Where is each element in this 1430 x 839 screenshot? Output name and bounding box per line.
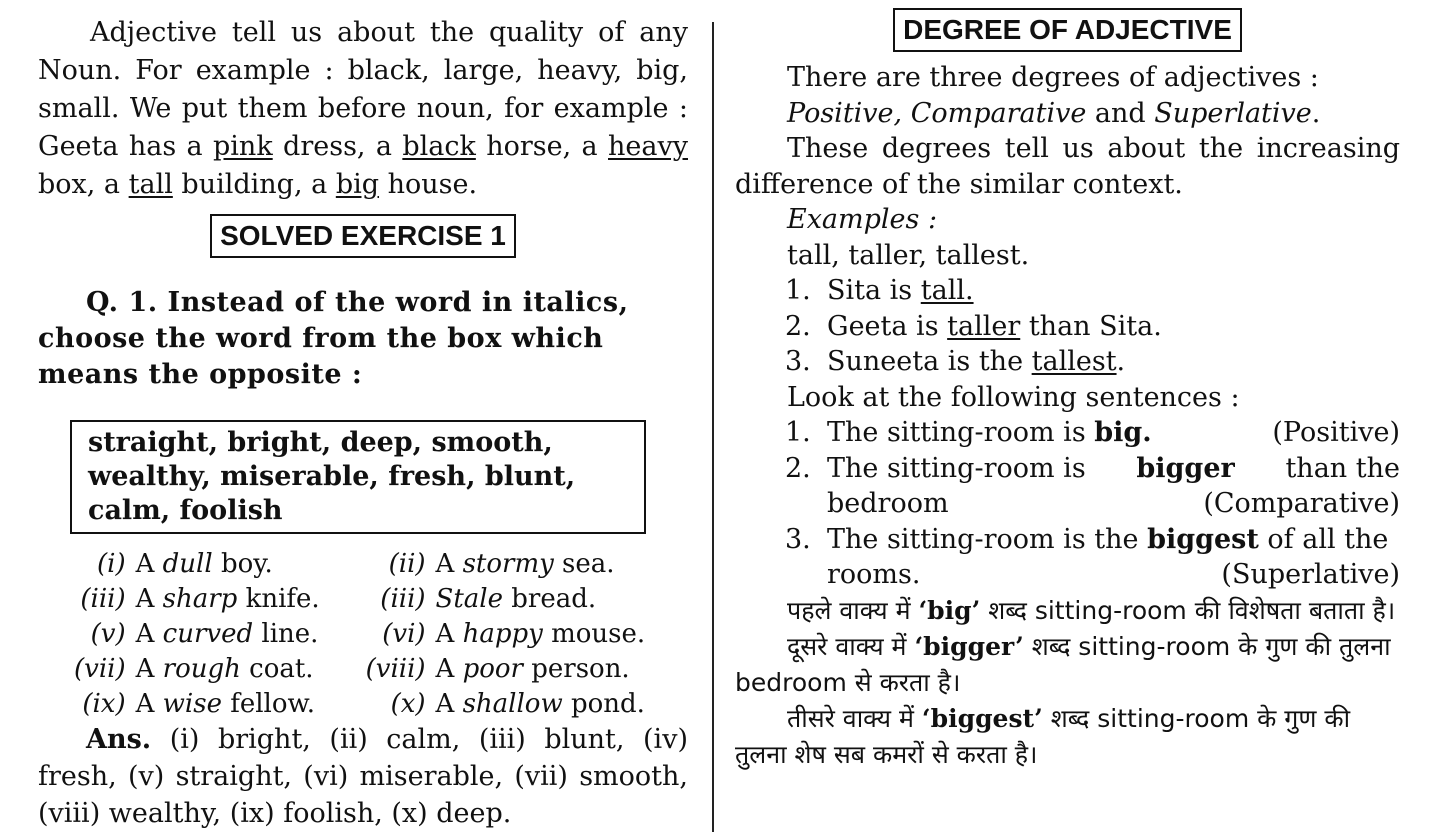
sentence-3-post: of all the xyxy=(1258,523,1389,555)
examples-words: tall, taller, tallest. xyxy=(787,239,1030,271)
sentence-1 xyxy=(735,415,1400,451)
example-post: than Sita. xyxy=(1020,310,1162,342)
example-item xyxy=(735,344,1400,380)
examples-label-text: Examples : xyxy=(787,204,938,235)
column-divider xyxy=(712,22,714,832)
exercise-row xyxy=(74,546,666,581)
exercise-phrase xyxy=(136,686,366,721)
exercise-phrase xyxy=(436,581,666,616)
sentence-2-bold: bigger xyxy=(1136,452,1235,484)
intro-text-5: building, a xyxy=(172,169,336,200)
exercise-number: (ix) xyxy=(82,688,126,719)
exercise-phrase xyxy=(136,651,366,686)
sentence-2-line2 xyxy=(827,486,1400,522)
exercise-number: (i) xyxy=(97,548,126,579)
hindi-3-pre: तीसरे वाक्य में xyxy=(787,703,922,733)
exercise-article: A xyxy=(135,618,163,649)
exercise-phrase xyxy=(436,686,666,721)
hindi-2-post: शब्द sitting-room के गुण की तुलना bedroom से करता है। xyxy=(735,631,1391,697)
hindi-note-2 xyxy=(735,629,1400,701)
exercise-rest: bread. xyxy=(503,583,597,614)
sentence-3-line1 xyxy=(827,522,1400,558)
underlined-tall: tall xyxy=(128,169,173,200)
superlative-tag: (Superlative) xyxy=(1221,559,1400,590)
degrees-names xyxy=(735,96,1400,132)
superlative-word: Superlative xyxy=(1154,97,1312,129)
exercise-article: A xyxy=(135,583,163,614)
exercise-row xyxy=(74,686,666,721)
exercise-row xyxy=(74,581,666,616)
example-underlined: tallest xyxy=(1031,346,1117,377)
exercise-phrase xyxy=(436,546,666,581)
intro-text-6: house. xyxy=(379,169,478,200)
hindi-2-pre: दूसरे वाक्य में xyxy=(787,631,915,661)
exercise-rest: boy. xyxy=(212,548,273,579)
example-number: 2. xyxy=(785,310,811,342)
exercise-row xyxy=(74,616,666,651)
exercise-number: (viii) xyxy=(365,653,426,684)
intro-text-4: box, a xyxy=(38,169,129,200)
question-1 xyxy=(38,285,688,393)
sentence-3-bold: biggest xyxy=(1147,523,1259,555)
underlined-heavy: heavy xyxy=(608,131,688,162)
exercise-rest: knife. xyxy=(237,583,320,614)
underlined-big: big xyxy=(335,169,380,200)
example-item xyxy=(735,273,1400,309)
sentence-2-body xyxy=(827,451,1400,522)
sentence-3-rooms: rooms. xyxy=(827,559,921,590)
hindi-1-post: शब्द sitting-room की विशेषता बताता है। xyxy=(980,595,1396,625)
sentence-1-body xyxy=(827,415,1400,451)
exercise-italic-word: wise xyxy=(162,688,222,719)
sentence-2-text: The sitting-room is xyxy=(827,452,1086,484)
hindi-1-pre: पहले वाक्य में xyxy=(787,595,919,625)
exercise-number: (x) xyxy=(390,688,426,719)
sentence-3-num: 3. xyxy=(785,523,811,555)
exercise-table xyxy=(74,546,666,721)
hindi-3-bold: ‘biggest’ xyxy=(921,703,1043,733)
answer-text: (i) bright, (ii) calm, (iii) blunt, (iv) fresh, (v) straight, (vi) miserable, (vii) smooth, (viii) wealthy, (ix) foolish, (x) deep. xyxy=(38,724,688,829)
degree-of-adjective-heading: DEGREE OF ADJECTIVE xyxy=(893,8,1242,52)
sentence-1-text: The sitting-room is xyxy=(827,417,1095,448)
exercise-article: A xyxy=(435,653,463,684)
hindi-3-post: शब्द sitting-room के गुण की तुलना शेष सब कमरों से करता है। xyxy=(735,703,1351,769)
example-number: 1. xyxy=(785,275,811,306)
example-underlined: taller xyxy=(947,310,1021,342)
examples-label xyxy=(735,202,1400,238)
solved-exercise-heading: SOLVED EXERCISE 1 xyxy=(210,214,516,258)
exercise-rest: person. xyxy=(522,653,630,684)
exercise-row xyxy=(74,651,666,686)
hindi-2-bold: ‘bigger’ xyxy=(914,631,1024,661)
exercise-article: A xyxy=(435,618,463,649)
sentence-2-line1 xyxy=(827,451,1400,487)
solved-heading-wrap xyxy=(38,214,688,258)
exercise-italic-word: stormy xyxy=(462,548,554,579)
left-column xyxy=(38,14,688,832)
and-text: and xyxy=(1086,97,1155,129)
exercise-italic-word: sharp xyxy=(162,583,238,614)
exercise-article: A xyxy=(435,688,463,719)
exercise-number: (iii) xyxy=(380,583,426,614)
exercise-italic-word: rough xyxy=(162,653,241,684)
example-item xyxy=(735,309,1400,345)
exercise-number: (vi) xyxy=(382,618,426,649)
right-column xyxy=(735,8,1400,773)
exercise-number: (ii) xyxy=(388,548,426,579)
degree-heading-wrap xyxy=(735,8,1400,52)
look-at-line: Look at the following sentences : xyxy=(787,381,1240,413)
hindi-note-3 xyxy=(735,701,1400,773)
exercise-rest: sea. xyxy=(553,548,615,579)
exercise-article: A xyxy=(135,688,163,719)
exercise-article: A xyxy=(135,548,163,579)
sentence-1-bold: big. xyxy=(1094,417,1152,448)
exercise-italic-word: shallow xyxy=(462,688,563,719)
positive-tag: (Positive) xyxy=(1272,417,1400,448)
sentence-2-bedroom: bedroom xyxy=(827,488,949,519)
exercise-phrase xyxy=(136,546,366,581)
dot: . xyxy=(1311,97,1321,129)
sentence-3-line2 xyxy=(827,557,1400,593)
answer-label: Ans. xyxy=(86,724,152,755)
sentence-3 xyxy=(735,522,1400,593)
exercise-article: A xyxy=(135,653,163,684)
exercise-italic-word: Stale xyxy=(435,583,503,614)
hindi-1-bold: ‘big’ xyxy=(918,595,981,625)
word-box: straight, bright, deep, smooth, wealthy, miserable, fresh, blunt, calm, foolish xyxy=(70,420,646,534)
exercise-phrase xyxy=(436,616,666,651)
degrees-intro: There are three degrees of adjectives : xyxy=(787,62,1319,93)
example-text xyxy=(827,344,1400,380)
intro-text-1: Adjective tell us about the quality of any Noun. For example : black, large, heavy, big, small. We put them before noun, for example : Geeta has a xyxy=(38,17,688,162)
exercise-rest: coat. xyxy=(240,653,314,684)
sentence-2-num: 2. xyxy=(785,452,811,484)
exercise-phrase xyxy=(136,581,366,616)
exercise-italic-word: happy xyxy=(462,618,543,649)
intro-paragraph xyxy=(38,14,688,204)
sentence-3-text: The sitting-room is the xyxy=(827,523,1148,555)
exercise-number: (v) xyxy=(90,618,126,649)
example-text xyxy=(827,309,1400,345)
sentence-2-post: than the xyxy=(1285,452,1400,484)
exercise-phrase xyxy=(436,651,666,686)
exercise-italic-word: curved xyxy=(162,618,254,649)
comparative-tag: (Comparative) xyxy=(1203,488,1400,519)
exercise-number: (iii) xyxy=(80,583,126,614)
hindi-note-1 xyxy=(735,593,1400,629)
exercise-rest: fellow. xyxy=(221,688,315,719)
exercise-phrase xyxy=(136,616,366,651)
exercise-number: (vii) xyxy=(74,653,126,684)
sentence-1-num: 1. xyxy=(785,417,811,448)
example-text xyxy=(827,273,1400,309)
examples-list xyxy=(735,273,1400,380)
positive-comparative: Positive, Comparative xyxy=(787,97,1087,129)
answer-paragraph xyxy=(38,721,688,832)
example-post: . xyxy=(1116,346,1126,377)
exercise-italic-word: dull xyxy=(162,548,213,579)
degrees-description: These degrees tell us about the increasing difference of the similar context. xyxy=(735,133,1400,200)
intro-text-2: dress, a xyxy=(272,131,403,162)
underlined-pink: pink xyxy=(213,131,273,162)
exercise-rest: pond. xyxy=(562,688,645,719)
exercise-article: A xyxy=(435,548,463,579)
question-text: Q. 1. Instead of the word in italics, choose the word from the box which means the opposite : xyxy=(38,287,629,390)
example-pre: Suneeta is the xyxy=(827,346,1032,377)
exercise-rest: mouse. xyxy=(542,618,646,649)
example-pre: Sita is xyxy=(827,275,921,306)
intro-text-3: horse, a xyxy=(475,131,609,162)
example-underlined: tall. xyxy=(920,275,974,306)
sentence-3-body xyxy=(827,522,1400,593)
sentence-2 xyxy=(735,451,1400,522)
example-pre: Geeta is xyxy=(827,310,948,342)
exercise-italic-word: poor xyxy=(462,653,523,684)
example-number: 3. xyxy=(785,346,811,377)
exercise-rest: line. xyxy=(253,618,319,649)
underlined-black: black xyxy=(402,131,476,162)
